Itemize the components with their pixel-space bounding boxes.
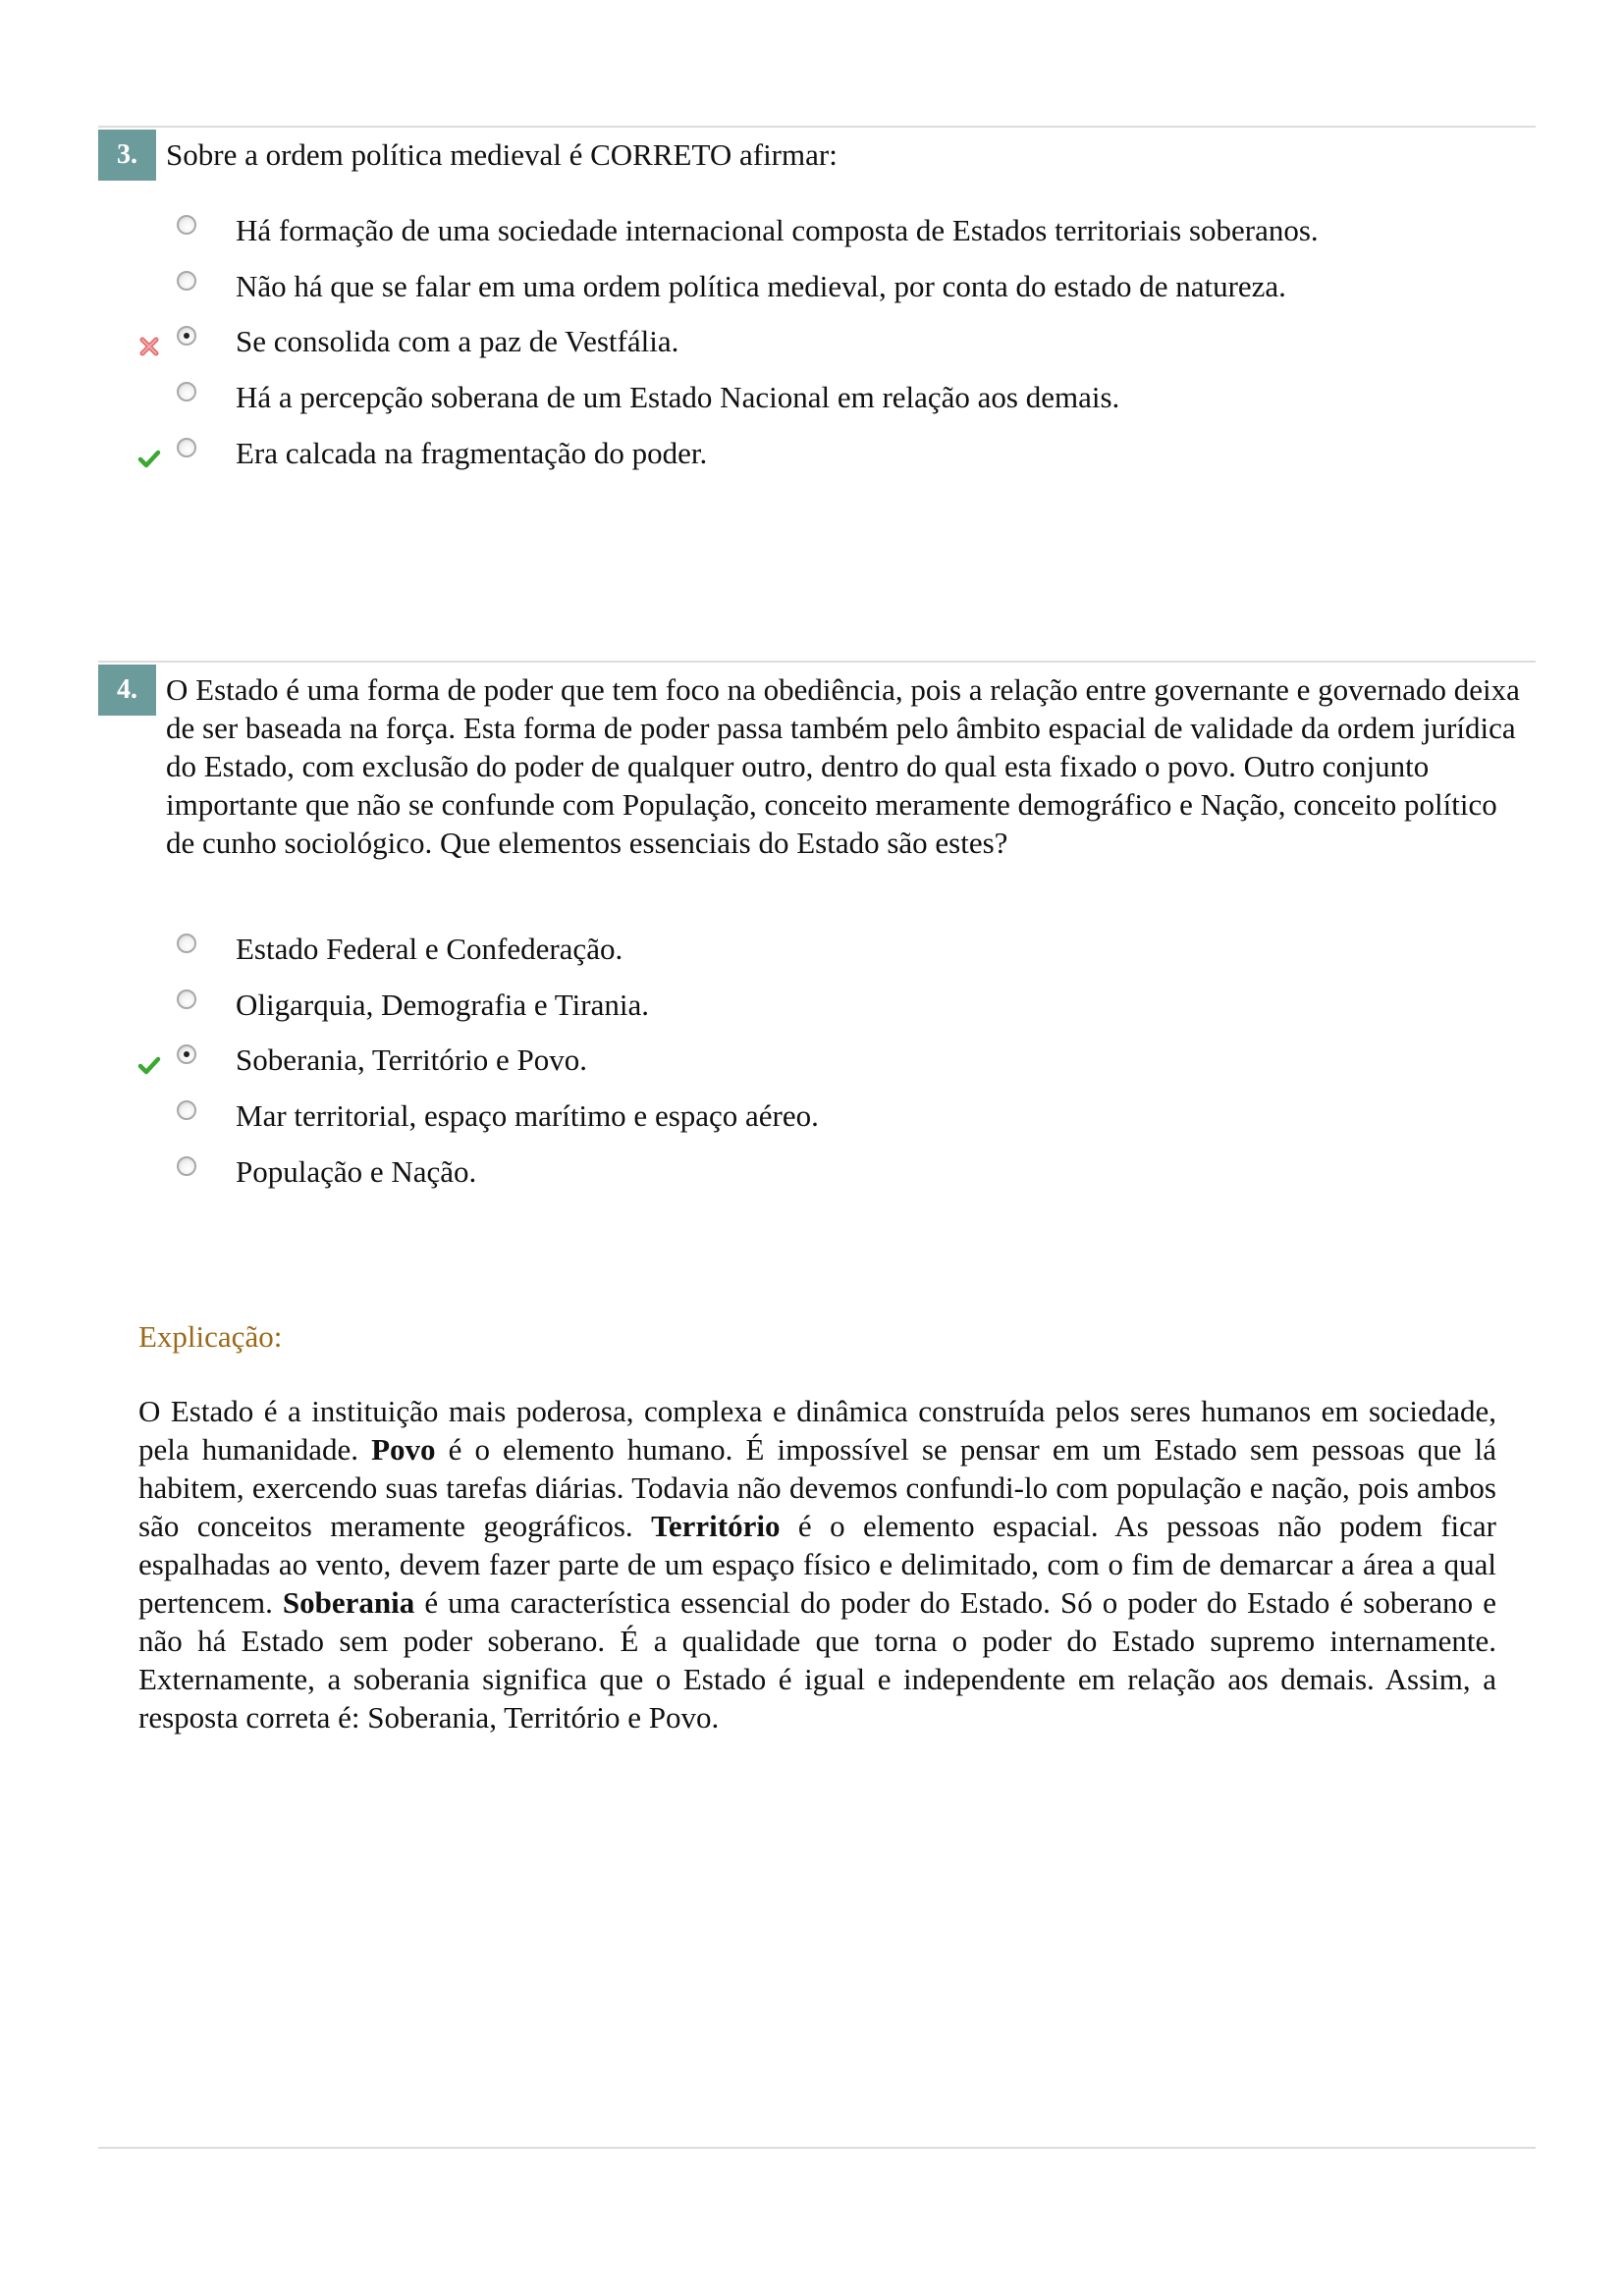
explanation-section <box>138 1317 1496 1736</box>
explanation-term-povo: Povo <box>371 1432 436 1467</box>
radio-button[interactable] <box>177 989 196 1009</box>
question-number-badge: 4. <box>98 665 159 716</box>
radio-button[interactable] <box>177 215 196 235</box>
radio-button[interactable] <box>177 438 196 457</box>
question-text: O Estado é uma forma de poder que tem foco na obediência, pois a relação entre governante e governado deixa de ser baseada na força. Esta forma de poder passa também pelo âmbito espacial de validade da ordem jurídica do Estado, com exclusão do poder de qualquer outro, dentro do qual esta fixado o povo. Outro conjunto importante que não se confunde com População, conceito meramente demográfico e Nação, conceito político de cunho sociológico. Que elementos essenciais do Estado são estes? <box>166 672 1520 860</box>
answer-option[interactable] <box>98 1153 1536 1193</box>
radio-button[interactable] <box>177 271 196 291</box>
explanation-title: Explicação: <box>138 1319 283 1354</box>
option-label: População e Nação. <box>236 1154 477 1189</box>
answer-option[interactable] <box>98 323 1536 362</box>
explanation-term-territorio: Território <box>651 1509 781 1543</box>
answer-option[interactable] <box>98 212 1536 251</box>
answer-option[interactable] <box>98 987 1536 1026</box>
answer-option[interactable] <box>98 931 1536 970</box>
option-label: Oligarquia, Demografia e Tirania. <box>236 988 649 1022</box>
option-label: Há a percepção soberana de um Estado Nacional em relação aos demais. <box>236 380 1120 414</box>
correct-check-icon <box>137 1053 161 1077</box>
explanation-text: é uma característica essencial do poder do Estado. Só o poder do Estado é soberano e não há Estado sem poder soberano. É a qualidade que torna o poder do Estado supremo internamente. Externamente, a soberania significa que o Estado é igual e independente em relação aos demais. Assim, a resposta correta é: Soberania, Território e Povo. <box>138 1585 1497 1735</box>
answer-option[interactable] <box>98 379 1536 418</box>
question-text: Sobre a ordem política medieval é CORRETO afirmar: <box>166 137 838 172</box>
divider-middle <box>98 661 1536 663</box>
radio-button-selected[interactable] <box>177 326 196 346</box>
option-label: Era calcada na fragmentação do poder. <box>236 436 708 470</box>
radio-button[interactable] <box>177 934 196 953</box>
divider-top <box>98 126 1536 128</box>
radio-button[interactable] <box>177 382 196 401</box>
option-label: Estado Federal e Confederação. <box>236 932 623 966</box>
radio-button[interactable] <box>177 1156 196 1176</box>
radio-button-selected[interactable] <box>177 1044 196 1064</box>
answer-option[interactable] <box>98 1041 1536 1081</box>
option-label: Mar territorial, espaço marítimo e espaço aéreo. <box>236 1098 819 1133</box>
explanation-text: é o elemento humano. É impossível se pensar em um Estado sem pessoas que lá habitem, exercendo suas tarefas diárias. Todavia não devemos confundi-lo com população e nação, pois ambos são conceitos meramente geográficos. <box>138 1432 1497 1543</box>
question-4 <box>98 665 1536 1214</box>
option-label: Se consolida com a paz de Vestfália. <box>236 324 679 358</box>
explanation-body <box>138 1392 1496 1736</box>
explanation-text: O Estado é a instituição mais poderosa, complexa e dinâmica construída pelos seres humanos em sociedade, pela humanidade. <box>138 1394 1496 1467</box>
answer-option[interactable] <box>98 435 1536 474</box>
explanation-term-soberania: Soberania <box>282 1585 415 1620</box>
explanation-text: é o elemento espacial. As pessoas não podem ficar espalhadas ao vento, devem fazer parte de um espaço físico e delimitado, com o fim de demarcar a área a qual pertencem. <box>138 1509 1496 1620</box>
radio-button[interactable] <box>177 1100 196 1120</box>
question-number-badge: 3. <box>98 130 159 181</box>
wrong-x-icon <box>137 335 161 358</box>
option-label: Não há que se falar em uma ordem política medieval, por conta do estado de natureza. <box>236 269 1286 303</box>
answer-option[interactable] <box>98 268 1536 307</box>
divider-bottom <box>98 2147 1536 2149</box>
question-3 <box>98 130 1536 483</box>
option-label: Há formação de uma sociedade internacional composta de Estados territoriais soberanos. <box>236 213 1319 247</box>
option-label: Soberania, Território e Povo. <box>236 1042 587 1077</box>
answer-option[interactable] <box>98 1097 1536 1137</box>
correct-check-icon <box>137 447 161 470</box>
